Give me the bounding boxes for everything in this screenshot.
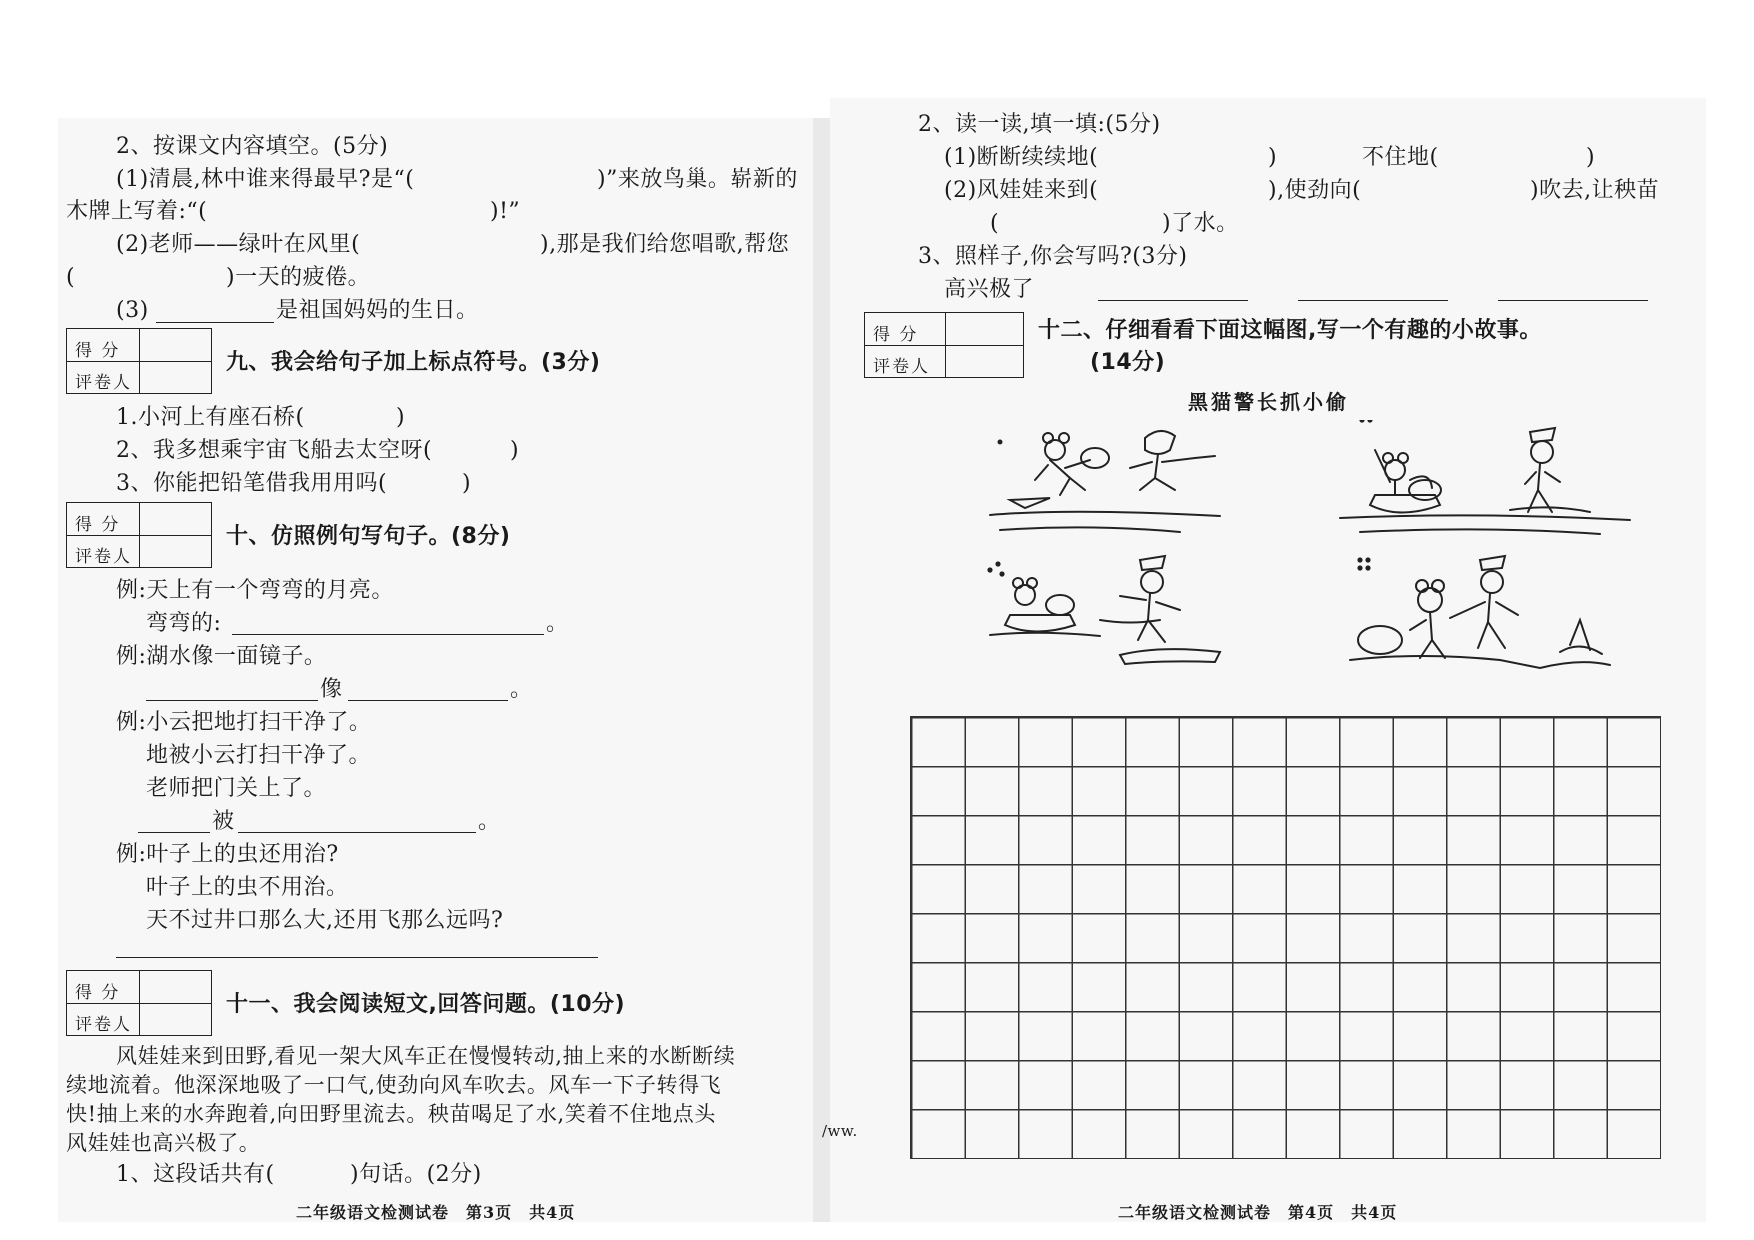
q11-question-1-end: )句话。(2分) xyxy=(350,1162,482,1187)
q10-example-1-end: 。 xyxy=(546,611,569,636)
q10-example-3-mid: 被 xyxy=(212,809,235,834)
page-4-footer: 二年级语文检测试卷 第4页 共4页 xyxy=(1118,1203,1398,1222)
q2-1-text: (1)清晨,林中谁来得最早?是“( xyxy=(116,167,415,192)
r3-answer-2[interactable] xyxy=(1298,300,1448,301)
grader-label: 评卷人 xyxy=(75,547,132,567)
q2-3-text: (3) xyxy=(116,298,149,323)
comic-panel-2 xyxy=(1340,420,1630,534)
r3-answer-3[interactable] xyxy=(1498,300,1648,301)
q2-title: 2、按课文内容填空。(5分) xyxy=(116,134,389,159)
q10-answer-2a[interactable] xyxy=(146,700,318,701)
score-label: 得 分 xyxy=(75,515,121,535)
q11-passage-line-3: 快!抽上来的水奔跑着,向田野里流去。秧苗喝足了水,笑着不住地点头 xyxy=(66,1102,716,1126)
q2-1-text-c: 木牌上写着:“( xyxy=(66,199,208,224)
q11-passage-line-2: 续地流着。他深深地吸了一口气,使劲向风车吹去。风车一下子转得飞 xyxy=(66,1073,722,1097)
q10-title: 十、仿照例句写句子。(8分) xyxy=(226,524,511,549)
q11-passage-line-4: 风娃娃也高兴极了。 xyxy=(66,1131,261,1155)
page-gutter xyxy=(813,118,830,1222)
q10-example-3-c: 老师把门关上了。 xyxy=(146,776,327,801)
score-box-q12 xyxy=(864,312,1024,378)
grader-label: 评卷人 xyxy=(873,357,930,377)
q10-answer-3a[interactable] xyxy=(138,832,210,833)
r2-2-text-c: )吹去,让秧苗 xyxy=(1530,178,1660,203)
q10-example-2-mid: 像 xyxy=(320,677,343,702)
r2-2-text-b: ),使劲向( xyxy=(1268,178,1362,203)
q2-1-text-d: )!” xyxy=(490,199,521,224)
composition-grid[interactable] xyxy=(910,716,1661,1159)
score-box-q9 xyxy=(66,328,212,394)
r2-2-text-d: ( xyxy=(990,211,1000,236)
q12-score: (14分) xyxy=(1090,350,1166,375)
q2-2-text-d: )一天的疲倦。 xyxy=(226,265,371,290)
stray-mark: /ww. xyxy=(822,1122,858,1140)
q10-example-3: 例:小云把地打扫干净了。 xyxy=(116,710,372,735)
comic-panel-3 xyxy=(988,556,1220,664)
q10-answer-4[interactable] xyxy=(116,957,598,958)
q2-2-text: (2)老师——绿叶在风里( xyxy=(116,232,361,257)
q9-item-3: 3、你能把铅笔借我用用吗( xyxy=(116,471,388,496)
q10-answer-1[interactable] xyxy=(232,634,544,635)
score-box-q11 xyxy=(66,970,212,1036)
r2-1-text-d: ) xyxy=(1586,145,1596,170)
r2-1-text-c: 不住地( xyxy=(1362,145,1439,170)
r3-example: 高兴极了 xyxy=(944,277,1035,302)
q11-title: 十一、我会阅读短文,回答问题。(10分) xyxy=(226,992,626,1017)
r3-answer-1[interactable] xyxy=(1098,300,1248,301)
score-box-q10 xyxy=(66,502,212,568)
q12-title: 十二、仔细看看下面这幅图,写一个有趣的小故事。 xyxy=(1038,318,1542,343)
q10-example-2: 例:湖水像一面镜子。 xyxy=(116,644,327,669)
q10-example-2-end: 。 xyxy=(510,677,533,702)
q9-item-2: 2、我多想乘宇宙飞船去太空呀( xyxy=(116,438,433,463)
q10-example-3-b: 地被小云打扫干净了。 xyxy=(146,743,372,768)
r2-1-text-b: ) xyxy=(1268,145,1278,170)
comic-illustration xyxy=(980,420,1680,710)
q10-example-4-b: 叶子上的虫不用治。 xyxy=(146,875,349,900)
score-label: 得 分 xyxy=(75,983,121,1003)
q11-passage-line-1: 风娃娃来到田野,看见一架大风车正在慢慢转动,抽上来的水断断续 xyxy=(116,1044,736,1068)
q9-item-1: 1.小河上有座石桥( xyxy=(116,405,305,430)
q10-example-1-prompt: 弯弯的: xyxy=(146,611,222,636)
score-label: 得 分 xyxy=(75,341,121,361)
r3-title: 3、照样子,你会写吗?(3分) xyxy=(918,244,1188,269)
r2-title: 2、读一读,填一填:(5分) xyxy=(918,112,1161,137)
q9-item-2-end: ) xyxy=(510,438,520,463)
r2-2-text-e: )了水。 xyxy=(1162,211,1239,236)
comic-panel-1 xyxy=(990,431,1220,532)
q10-example-1: 例:天上有一个弯弯的月亮。 xyxy=(116,578,394,603)
score-label: 得 分 xyxy=(873,325,919,345)
picture-title: 黑猫警长抓小偷 xyxy=(1188,390,1349,414)
q10-example-4-c: 天不过井口那么大,还用飞那么远吗? xyxy=(146,908,504,933)
page-3-footer: 二年级语文检测试卷 第3页 共4页 xyxy=(296,1203,576,1222)
r2-2-text: (2)风娃娃来到( xyxy=(944,178,1099,203)
grader-label: 评卷人 xyxy=(75,373,132,393)
q10-example-3-end: 。 xyxy=(478,809,501,834)
comic-panel-4 xyxy=(1350,556,1610,668)
q10-answer-3b[interactable] xyxy=(238,832,476,833)
q9-item-3-end: ) xyxy=(462,471,472,496)
q11-question-1: 1、这段话共有( xyxy=(116,1162,275,1187)
q2-3-text-b: 是祖国妈妈的生日。 xyxy=(276,298,479,323)
q10-example-4: 例:叶子上的虫还用治? xyxy=(116,842,339,867)
q2-3-blank[interactable] xyxy=(156,322,274,323)
grader-label: 评卷人 xyxy=(75,1015,132,1035)
q10-answer-2b[interactable] xyxy=(348,700,508,701)
q2-1-text-b: )”来放鸟巢。崭新的 xyxy=(597,167,798,192)
q9-item-1-end: ) xyxy=(396,405,406,430)
q2-2-text-b: ),那是我们给您唱歌,帮您 xyxy=(540,232,790,257)
q2-2-text-c: ( xyxy=(66,265,76,290)
r2-1-text: (1)断断续续地( xyxy=(944,145,1099,170)
q9-title: 九、我会给句子加上标点符号。(3分) xyxy=(226,350,601,375)
